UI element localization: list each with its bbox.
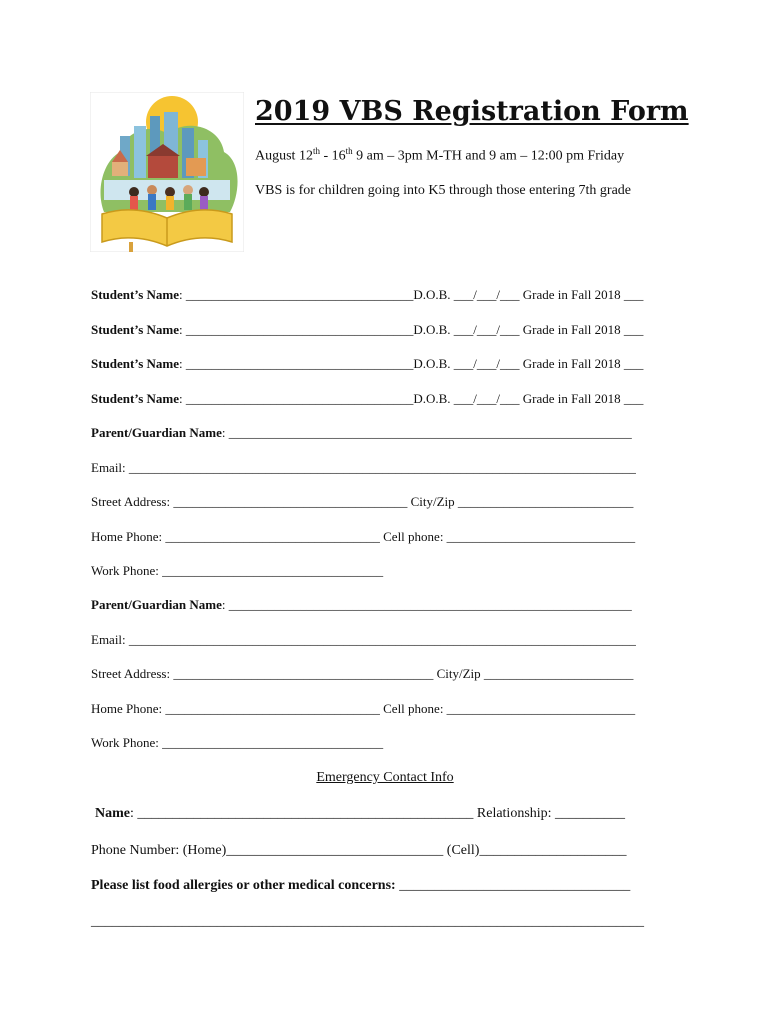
student-name-row-2[interactable]: Student’s Name: ___________________________________D.O.B. ___/___/___ Grade in Fall 2018 ___ (91, 322, 644, 337)
guardian1-address-field[interactable]: Street Address: ____________________________________ City/Zip ___________________________ (91, 494, 634, 509)
eligibility-note: VBS is for children going into K5 through those entering 7th grade (255, 183, 631, 198)
form-title: 2019 VBS Registration Form (255, 96, 689, 127)
guardian2-phone-fields[interactable]: Home Phone: _________________________________ Cell phone: _____________________________ (91, 701, 636, 716)
student-name-row-3[interactable]: Student’s Name: ___________________________________D.O.B. ___/___/___ Grade in Fall 2018 ___ (91, 356, 644, 371)
guardian1-name-field[interactable]: Parent/Guardian Name: ______________________________________________________________ (91, 425, 632, 440)
session-dates: August 12th - 16th 9 am – 3pm M-TH and 9 am – 12:00 pm Friday (255, 146, 625, 164)
guardian1-phone-fields[interactable]: Home Phone: _________________________________ Cell phone: _____________________________ (91, 529, 636, 544)
vbs-logo-illustration (90, 92, 244, 252)
emergency-name-field[interactable]: Name: ________________________________________________ Relationship: __________ (95, 806, 626, 821)
student-name-row-4[interactable]: Student’s Name: ___________________________________D.O.B. ___/___/___ Grade in Fall 2018 ___ (91, 391, 644, 406)
guardian2-email-field[interactable]: Email: ______________________________________________________________________________ (91, 632, 636, 647)
guardian2-work-phone-field[interactable]: Work Phone: __________________________________ (91, 735, 384, 750)
guardian1-work-phone-field[interactable]: Work Phone: __________________________________ (91, 563, 384, 578)
guardian1-email-field[interactable]: Email: ______________________________________________________________________________ (91, 460, 636, 475)
allergies-field[interactable]: Please list food allergies or other medical concerns: _________________________________ (91, 878, 631, 893)
emergency-phone-fields[interactable]: Phone Number: (Home)_______________________________ (Cell)_____________________ (91, 843, 627, 858)
emergency-contact-heading: Emergency Contact Info (316, 770, 454, 785)
guardian2-name-field[interactable]: Parent/Guardian Name: ______________________________________________________________ (91, 597, 632, 612)
guardian2-address-field[interactable]: Street Address: ________________________________________ City/Zip _______________________ (91, 666, 634, 681)
allergies-extra-line[interactable]: _______________________________________________________________________________ (91, 914, 644, 929)
student-name-row-1[interactable]: Student’s Name: ___________________________________D.O.B. ___/___/___ Grade in Fall 2018 ___ (91, 287, 644, 302)
